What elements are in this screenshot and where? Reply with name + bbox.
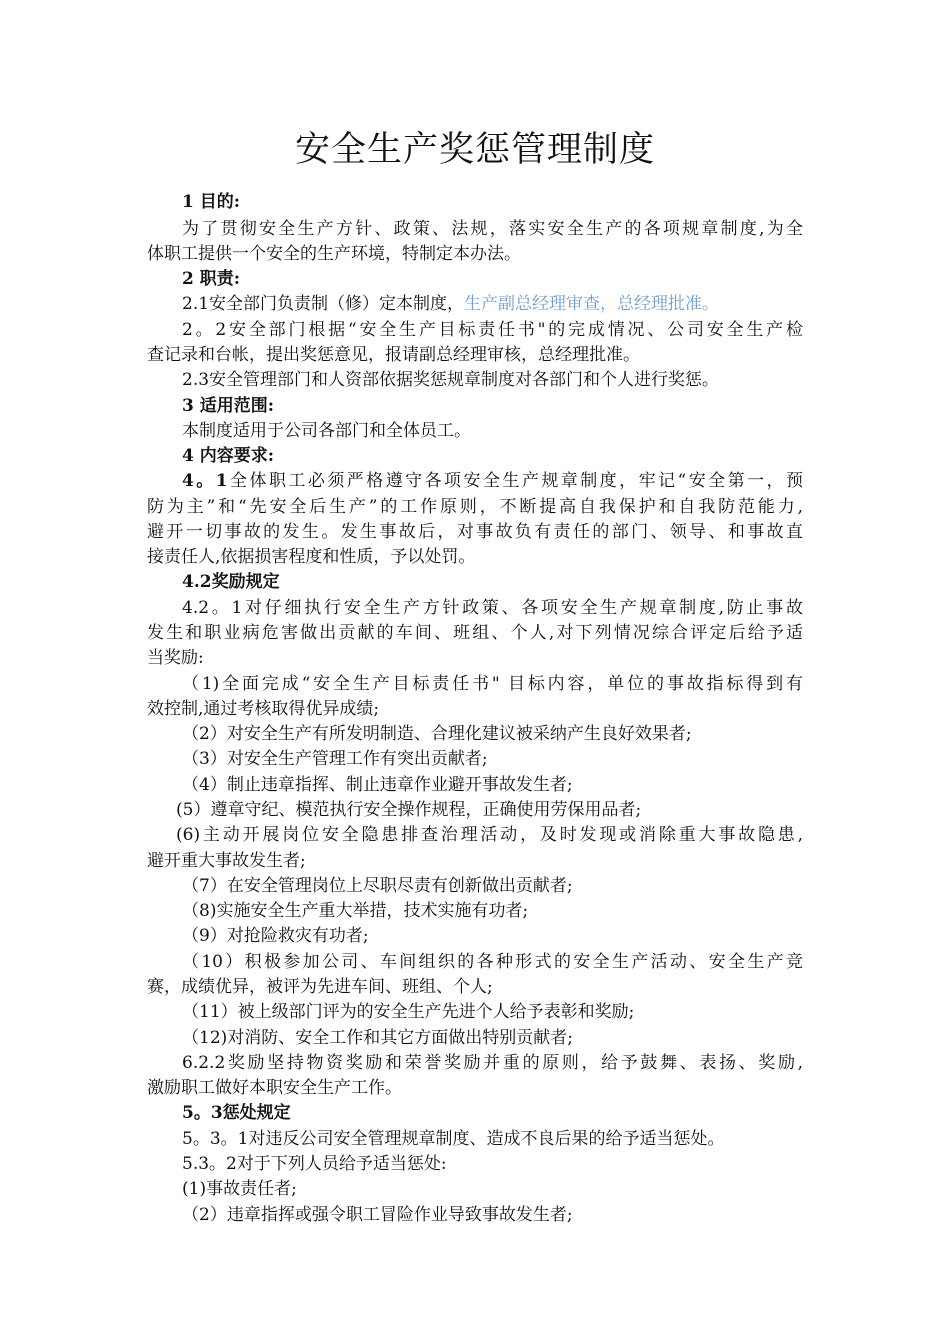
body-line: (1)事故责任者; [182, 1179, 297, 1199]
body-line: 5.3。2对于下列人员给予适当惩处: [182, 1154, 447, 1174]
body-line: (5）遵章守纪、模范执行安全操作规程，正确使用劳保用品者; [176, 800, 642, 820]
body-line: 赛，成绩优异，被评为先进车间、班组、个人; [147, 977, 493, 997]
section-heading: 3 适用范围: [182, 396, 275, 416]
body-line: 发生和职业病危害做出贡献的车间、班组、个人,对下列情况综合评定后给予适 [147, 623, 803, 643]
body-line: 查记录和台帐，提出奖惩意见，报请副总经理审核，总经理批准。 [147, 345, 640, 365]
body-line: （10）积极参加公司、车间组织的各种形式的安全生产活动、安全生产竞 [182, 952, 803, 972]
body-line: （7）在安全管理岗位上尽职尽责有创新做出贡献者; [182, 876, 573, 896]
body-line: （12)对消防、安全工作和其它方面做出特别贡献者; [182, 1028, 573, 1048]
document-title: 安全生产奖惩管理制度 [294, 130, 655, 170]
body-line: 4.2。1对仔细执行安全生产方针政策、各项安全生产规章制度,防止事故 [182, 598, 803, 618]
body-line: 激励职工做好本职安全生产工作。 [147, 1078, 402, 1098]
section-heading: 4 内容要求: [182, 446, 275, 466]
clause-number: 4。1 [182, 471, 228, 491]
body-line: 避开一切事故的发生。发生事故后，对事故负有责任的部门、领导、和事故直 [147, 522, 803, 542]
body-line: （2）违章指挥或强令职工冒险作业导致事故发生者; [182, 1205, 573, 1225]
body-line: 当奖励: [147, 648, 204, 668]
body-line: （3）对安全生产管理工作有突出贡献者; [182, 749, 488, 769]
section-heading: 5。3惩处规定 [182, 1103, 291, 1123]
body-line: 防为主”和“先安全后生产”的工作原则，不断提高自我保护和自我防范能力, [147, 497, 803, 517]
body-line: 为了贯彻安全生产方针、政策、法规，落实安全生产的各项规章制度,为全 [182, 219, 803, 239]
body-line: 4。1全体职工必须严格遵守各项安全生产规章制度，牢记“安全第一，预 [182, 471, 803, 491]
body-line: (6)主动开展岗位安全隐患排查治理活动，及时发现或消除重大事故隐患, [176, 825, 803, 845]
body-line: 体职工提供一个安全的生产环境，特制定本办法。 [147, 244, 521, 264]
body-line: （2）对安全生产有所发明制造、合理化建议被采纳产生良好效果者; [182, 724, 692, 744]
section-heading: 1 目的: [182, 192, 241, 212]
body-line: 2。2安全部门根据“安全生产目标责任书"的完成情况、公司安全生产检 [182, 320, 803, 340]
body-line: 避开重大事故发生者; [147, 851, 306, 871]
body-line: 本制度适用于公司各部门和全体员工。 [182, 421, 471, 441]
body-line: 2.3安全管理部门和人资部依据奖惩规章制度对各部门和个人进行奖惩。 [182, 370, 720, 390]
body-line: 接责任人,依据损害程度和性质，予以处罚。 [147, 547, 476, 567]
body-line: 效控制,通过考核取得优异成绩; [147, 699, 380, 719]
body-line: （11）被上级部门评为的安全生产先进个人给予表彰和奖励; [182, 1002, 635, 1022]
body-line: 6.2.2奖励坚持物资奖励和荣誉奖励并重的原则，给予鼓舞、表扬、奖励, [182, 1053, 803, 1073]
section-heading: 4.2奖励规定 [182, 572, 280, 592]
body-line: （8)实施安全生产重大举措，技术实施有功者; [182, 901, 529, 921]
section-heading: 2 职责: [182, 269, 241, 289]
body-text: 2.1安全部门负责制（修）定本制度， [182, 294, 465, 314]
body-line: （9）对抢险救灾有功者; [182, 926, 369, 946]
body-line: （4）制止违章指挥、制止违章作业避开事故发生者; [182, 775, 573, 795]
highlighted-text: 生产副总经理审查，总经理批准。 [464, 294, 720, 314]
body-line: （1)全面完成“安全生产目标责任书" 目标内容，单位的事故指标得到有 [182, 674, 803, 694]
body-line [182, 292, 719, 317]
body-line: 5。3。1对违反公司安全管理规章制度、造成不良后果的给予适当惩处。 [182, 1129, 725, 1149]
